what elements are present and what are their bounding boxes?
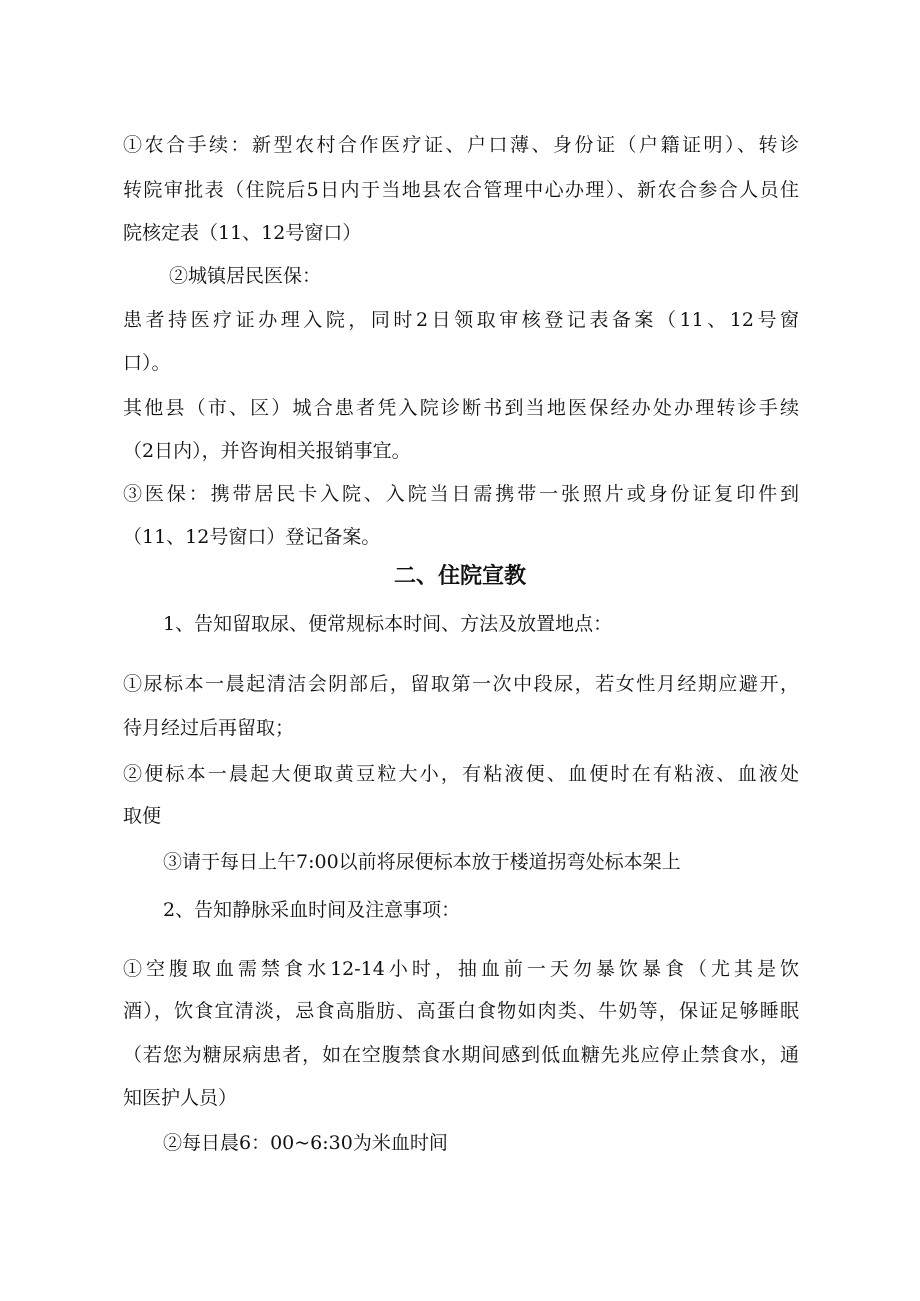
stool-specimen-line-2: 取便	[123, 805, 162, 827]
insurance-urban-title: ②城镇居民医保：	[169, 265, 322, 287]
blood-draw-intro: 2、告知静脉采血时间及注意事项：	[163, 899, 461, 921]
stool-specimen-line-1: ②便标本一晨起大便取黄豆粒大小，有粘液便、血便时在有粘液、血液处	[123, 763, 799, 785]
fasting-line-2: 酒），饮食宜清淡，忌食高脂肪、高蛋白食物如肉类、牛奶等，保证足够睡眠	[123, 1000, 799, 1022]
insurance-urban-line-1: 患者持医疗证办理入院，同时2日领取审核登记表备案（11、12号窗	[123, 309, 799, 331]
insurance-urban-line-2: 口）。	[123, 352, 171, 374]
blood-draw-time: ②每日晨6：00~6:30为米血时间	[163, 1132, 448, 1154]
insurance-medical-line-1: ③医保：携带居民卡入院、入院当日需携带一张照片或身份证复印件到	[123, 483, 799, 505]
urine-specimen-line-2: 待月经过后再留取；	[123, 717, 295, 739]
fasting-line-4: 知医护人员）	[123, 1087, 238, 1109]
insurance-rural-line-2: 转院审批表（住院后5日内于当地县农合管理中心办理）、新农合参合人员住	[123, 179, 799, 201]
urine-specimen-line-1: ①尿标本一晨起清洁会阴部后，留取第一次中段尿，若女性月经期应避开，	[123, 673, 799, 695]
fasting-line-1: ①空腹取血需禁食水12-14小时，抽血前一天勿暴饮暴食（尤其是饮	[123, 958, 799, 980]
insurance-rural-line-1: ①农合手续：新型农村合作医疗证、户口薄、身份证（户籍证明）、转诊	[123, 134, 799, 156]
insurance-other-line-2: （2日内），并咨询相关报销事宜。	[123, 440, 411, 462]
insurance-rural-line-3: 院核定表（11、12号窗口）	[123, 222, 362, 244]
specimen-delivery: ③请于每日上午7:00以前将尿便标本放于楼道拐弯处标本架上	[163, 851, 681, 873]
section-heading: 二、住院宣教	[393, 564, 526, 589]
insurance-other-line-1: 其他县（市、区）城合患者凭入院诊断书到当地医保经办处办理转诊手续	[123, 397, 799, 419]
insurance-medical-line-2: （11、12号窗口）登记备案。	[123, 526, 381, 548]
fasting-line-3: （若您为糖尿病患者，如在空腹禁食水期间感到低血糖先兆应停止禁食水，通	[123, 1044, 799, 1066]
specimen-intro: 1、告知留取尿、便常规标本时间、方法及放置地点：	[163, 613, 613, 635]
